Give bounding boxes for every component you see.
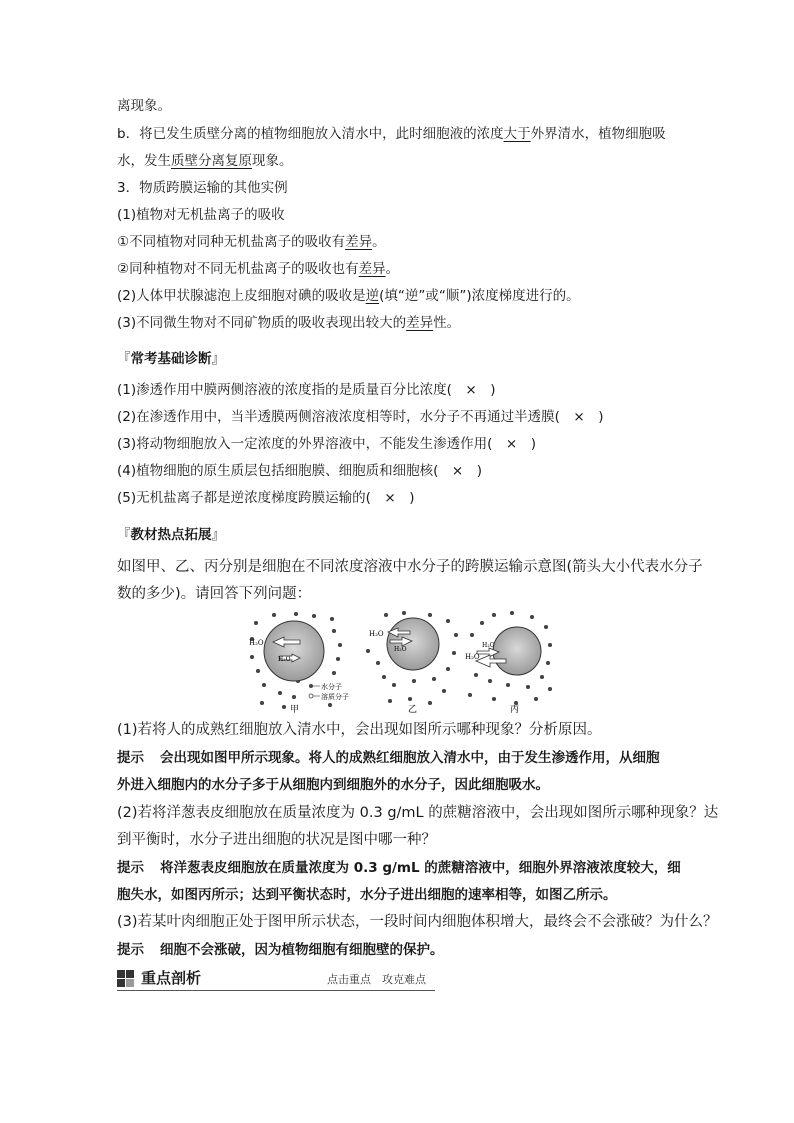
water-molecule — [382, 675, 385, 678]
answer-underline: 差异 — [358, 261, 386, 277]
answer: 提示 细胞不会涨破，因为植物细胞有细胞壁的保护。 — [117, 942, 444, 958]
water-molecule — [282, 705, 285, 708]
label-yi: 乙 — [408, 705, 418, 715]
water-molecule — [470, 633, 473, 636]
section-heading: 3．物质跨膜运输的其他实例 — [117, 180, 288, 196]
water-molecule — [292, 695, 295, 698]
answer-underline: 大于 — [503, 126, 531, 142]
diagnosis-item: (2)在渗透作用中，当半透膜两侧溶液浓度相等时，水分子不再通过半透膜( × ) — [117, 409, 604, 425]
water-molecule — [330, 617, 333, 620]
water-molecule — [338, 643, 341, 646]
water-molecule — [262, 683, 265, 686]
water-molecule — [428, 613, 431, 616]
hint-label: 提示 — [117, 750, 144, 766]
h2o-label: H₂O — [394, 646, 407, 653]
label-bing: 丙 — [510, 705, 520, 715]
text-line: b．将已发生质壁分离的植物细胞放入清水中，此时细胞液的浓度大于外界清水，植物细胞吸 — [117, 126, 666, 142]
water-molecule — [250, 655, 253, 658]
key-title: 重点剖析 — [141, 969, 202, 987]
water-molecule — [452, 651, 455, 654]
key-subtitle: 点击重点 攻克难点 — [327, 973, 426, 986]
water-molecule — [540, 675, 543, 678]
water-molecule — [480, 621, 483, 624]
water-molecule — [510, 611, 513, 614]
text-line: (1)植物对无机盐离子的吸收 — [117, 207, 285, 223]
answer: 外进入细胞内的水分子多于从细胞内到细胞外的水分子，因此细胞吸水。 — [117, 777, 549, 793]
hint-label: 提示 — [117, 860, 144, 876]
question: (3)若某叶肉细胞正处于图甲所示状态，一段时间内细胞体积增大，最终会不会涨破？为什么？ — [117, 914, 718, 930]
diagnosis-heading: 『常考基础诊断』 — [117, 351, 225, 367]
water-molecule — [312, 614, 315, 617]
cell-yi — [387, 618, 439, 670]
water-molecule — [412, 679, 415, 682]
water-molecule — [278, 691, 281, 694]
water-molecule — [336, 657, 339, 660]
diagnosis-item: (5)无机盐离子都是逆浓度梯度跨膜运输的( × ) — [117, 490, 415, 506]
h2o-label: H₂O — [278, 656, 291, 663]
water-molecule — [534, 697, 537, 700]
h2o-label: H₂O — [465, 653, 480, 661]
water-molecule — [446, 667, 449, 670]
section-block-icon — [117, 970, 134, 987]
diagnosis-item: (1)渗透作用中膜两侧溶液的浓度指的是质量百分比浓度( × ) — [117, 382, 496, 398]
water-molecule — [254, 621, 257, 624]
water-molecule — [454, 633, 457, 636]
cell-jia — [264, 621, 324, 681]
text-line: ①不同植物对同种无机盐离子的吸收有差异。 — [117, 234, 386, 250]
legend-solute: 溶质分子 — [321, 693, 349, 701]
legend-solute-dot — [309, 694, 313, 698]
water-molecule — [384, 613, 387, 616]
water-molecule — [272, 613, 275, 616]
water-molecule — [506, 683, 509, 686]
question: 到平衡时，水分子进出细胞的状况是图中哪一种？ — [117, 832, 436, 848]
question: (1)若将人的成熟红细胞放入清水中，会出现如图所示哪种现象？分析原因。 — [117, 722, 602, 738]
water-molecule — [544, 625, 547, 628]
diagnosis-item: (3)将动物细胞放入一定浓度的外界溶液中，不能发生渗透作用( × ) — [117, 436, 536, 452]
water-molecule — [468, 693, 471, 696]
answer-underline: 差异 — [406, 315, 434, 331]
answer-underline: 差异 — [345, 234, 373, 250]
answer-underline: 逆 — [365, 288, 380, 304]
legend-water: 水分子 — [321, 683, 342, 691]
water-molecule — [376, 661, 379, 664]
water-molecule — [526, 685, 529, 688]
water-molecule — [432, 677, 435, 680]
water-molecule — [402, 611, 405, 614]
text-line: (3)不同微生物对不同矿物质的吸收表现出较大的差异性。 — [117, 315, 461, 331]
divider — [117, 990, 435, 991]
question: (2)若将洋葱表皮细胞放在质量浓度为 0.3 g/mL 的蔗糖溶液中，会出现如图所示哪种现象？达 — [117, 805, 719, 821]
text-line: 数的多少)。请回答下列问题： — [117, 586, 312, 602]
water-molecule — [530, 615, 533, 618]
water-molecule — [492, 613, 495, 616]
water-molecule — [392, 683, 395, 686]
water-molecule — [388, 699, 391, 702]
h2o-label: H₂O — [249, 639, 264, 647]
hint-label: 提示 — [117, 942, 144, 958]
water-molecule — [332, 629, 335, 632]
water-molecule — [548, 687, 551, 690]
answer-underline: 质壁分离复原 — [171, 153, 252, 169]
water-molecule — [446, 619, 449, 622]
extension-heading: 『教材热点拓展』 — [117, 527, 225, 543]
water-molecule — [442, 689, 445, 692]
cell-bing — [493, 627, 541, 675]
answer: 提示 将洋葱表皮细胞放在质量浓度为 0.3 g/mL 的蔗糖溶液中，细胞外界溶液浓度较大，细 — [117, 860, 681, 876]
water-molecule — [366, 649, 369, 652]
text-line: 离现象。 — [117, 98, 171, 114]
water-molecule — [488, 679, 491, 682]
water-molecule — [256, 669, 259, 672]
water-molecule — [546, 661, 549, 664]
water-molecule — [474, 673, 477, 676]
text-line: 如图甲、乙、丙分别是细胞在不同浓度溶液中水分子的跨膜运输示意图(箭头大小代表水分子 — [117, 559, 703, 575]
osmosis-diagram — [244, 611, 554, 715]
diagnosis-item: (4)植物细胞的原生质层包括细胞膜、细胞质和细胞核( × ) — [117, 463, 482, 479]
water-molecule — [408, 697, 411, 700]
text-line: ②同种植物对不同无机盐离子的吸收也有差异。 — [117, 261, 400, 277]
water-molecule — [492, 697, 495, 700]
water-molecule — [260, 701, 263, 704]
water-molecule — [294, 612, 297, 615]
water-molecule — [332, 671, 335, 674]
h2o-label: H₂O — [482, 642, 495, 649]
water-molecule — [548, 643, 551, 646]
answer: 提示 会出现如图甲所示现象。将人的成熟红细胞放入清水中，由于发生渗透作用，从细胞 — [117, 750, 660, 766]
h2o-label: H₂O — [369, 630, 384, 638]
label-jia: 甲 — [290, 705, 300, 715]
key-analysis-header — [117, 966, 435, 992]
water-molecule — [428, 701, 431, 704]
water-molecule — [328, 703, 331, 706]
answer: 胞失水，如图丙所示；达到平衡状态时，水分子进出细胞的速率相等，如图乙所示。 — [117, 887, 617, 903]
text-line: 水，发生质壁分离复原现象。 — [117, 153, 293, 169]
legend-water-dot — [309, 684, 313, 688]
text-line: (2)人体甲状腺滤泡上皮细胞对碘的吸收是逆(填“逆”或“顺”)浓度梯度进行的。 — [117, 288, 580, 304]
